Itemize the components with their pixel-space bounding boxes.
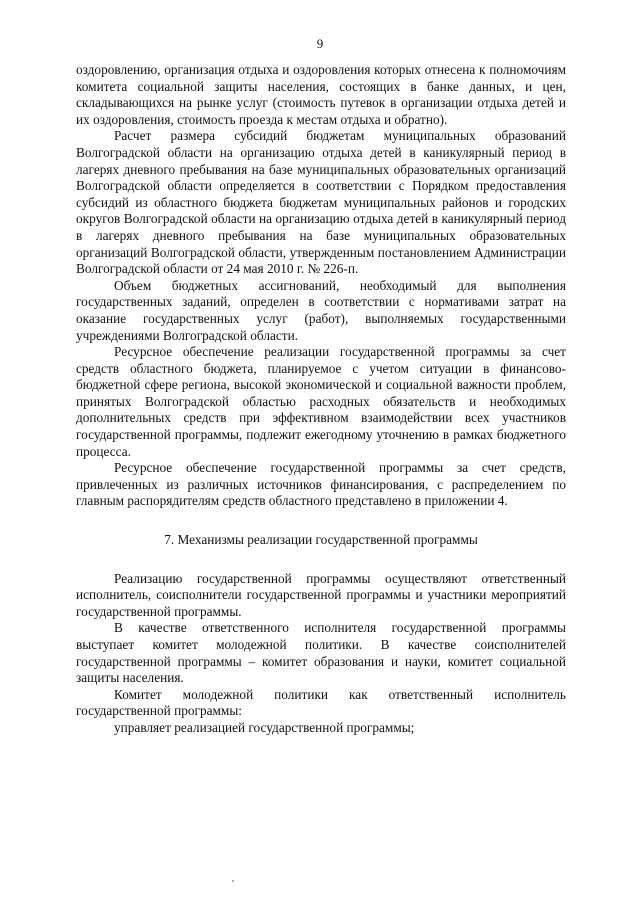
paragraph-resource-provision-regional: Ресурсное обеспечение реализации государственной программы за счет средств областного бюджета, планируемое с учетом ситуации в финансово-бюджетной сфере региона, высокой экономической и социальной важности проблем, принятых Волгоградской областью расходных обязательств и необходимых дополнительных средств при эффективном взаимодействии всех участников государственной программы, подлежит ежегодному уточнению в рамках бюджетного процесса. — [76, 344, 566, 459]
paragraph-continuation: оздоровлению, организация отдыха и оздоровления которых отнесена к полномочиям комитета социальной защиты населения, состоящих в банке данных, и цен, складывающихся на рынке услуг (стоимость путевок в организации отдыха детей и их оздоровления, стоимость проезда к местам отдыха и обратно). — [76, 62, 566, 127]
section-heading: 7. Механизмы реализации государственной программы — [164, 532, 478, 548]
paragraph-budget-allocations: Объем бюджетных ассигнований, необходимый для выполнения государственных заданий, определен в соответствии с нормативами затрат на оказание государственных услуг (работ), выполняемых государственными учреждениями Волгоградской области. — [76, 277, 566, 343]
paragraph-implementers: Реализацию государственной программы осуществляют ответственный исполнитель, соисполнители государственной программы и участники мероприятий государственной программы. — [76, 570, 566, 619]
paragraph-responsible-executor: В качестве ответственного исполнителя государственной программы выступает комитет молодежной политики. В качестве соисполнителей государственной программы – комитет образования и науки, комитет социальной защиты населения. — [76, 620, 566, 686]
paragraph-subsidy-calculation: Расчет размера субсидий бюджетам муниципальных образований Волгоградской области на организацию отдыха детей в каникулярный период в лагерях дневного пребывания на базе муниципальных образовательных организаций Волгоградской области определяется в соответствии с Порядком предоставления субсидий из областного бюджета бюджетам муниципальных районов и городских округов Волгоградской области на организацию отдыха детей в каникулярный период в лагерях дневного пребывания на базе муниципальных образовательных организаций Волгоградской области, утвержденным постановлением Администрации Волгоградской области от 24 мая 2010 г. № 226-п. — [76, 128, 566, 277]
list-item: управляет реализацией государственной программы; — [114, 719, 415, 735]
scan-speck — [232, 880, 234, 882]
paragraph-resource-provision-sources: Ресурсное обеспечение государственной программы за счет средств, привлеченных из различных источников финансирования, с распределением по главным распорядителям средств областного представлено в приложении 4. — [76, 460, 566, 509]
paragraph-committee-role: Комитет молодежной политики как ответственный исполнитель государственной программы: — [76, 686, 566, 719]
document-body — [76, 62, 566, 737]
page-number: 9 — [316, 36, 324, 51]
